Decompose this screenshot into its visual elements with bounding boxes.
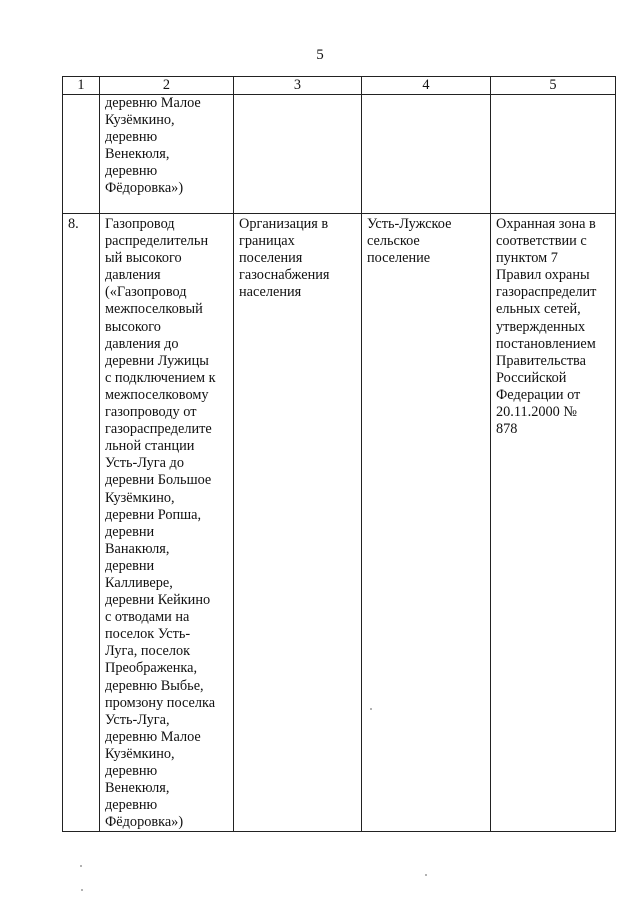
location-cell — [362, 95, 491, 214]
row-number-cell — [63, 95, 100, 214]
document-table — [62, 76, 616, 832]
header-cell-3: 3 — [234, 77, 362, 95]
location-cell: Усть-Лужское сельское поселение — [362, 214, 491, 832]
object-name-cell: Газопровод распределительн ый высокого давления («Газопровод межпоселковый высокого давления до деревни Лужицы с подключением к межпоселковому газопроводу от газораспределите льной станции Усть-Луга до деревни Большое Кузёмкино, деревни Ропша, деревни Ванакюля, деревни Калливере, деревни Кейкино с отводами на поселок Усть- Луга, поселок Преображенка, деревню Выбье, промзону поселка Усть-Луга, деревню Малое Кузёмкино, деревню Венекюля, деревню Фёдоровка») — [100, 214, 234, 832]
page-number: 5 — [316, 47, 324, 63]
purpose-cell — [234, 95, 362, 214]
object-name-cell: деревню Малое Кузёмкино, деревню Венекюля, деревню Фёдоровка») — [100, 95, 234, 214]
table-row — [63, 214, 616, 832]
header-cell-2: 2 — [100, 77, 234, 95]
zone-cell — [491, 95, 616, 214]
purpose-cell: Организация в границах поселения газоснабжения населения — [234, 214, 362, 832]
header-cell-1: 1 — [63, 77, 100, 95]
table-row — [63, 95, 616, 214]
row-number-cell: 8. — [63, 214, 100, 832]
scan-speck — [370, 708, 372, 710]
scan-speck — [425, 874, 427, 876]
scan-speck — [81, 889, 83, 891]
table-header-row — [63, 77, 616, 95]
header-cell-4: 4 — [362, 77, 491, 95]
header-cell-5: 5 — [491, 77, 616, 95]
zone-cell: Охранная зона в соответствии с пунктом 7 Правил охраны газораспределит ельных сетей, утвержденных постановлением Правительства Российской Федерации от 20.11.2000 № 878 — [491, 214, 616, 832]
scan-speck — [80, 865, 82, 867]
